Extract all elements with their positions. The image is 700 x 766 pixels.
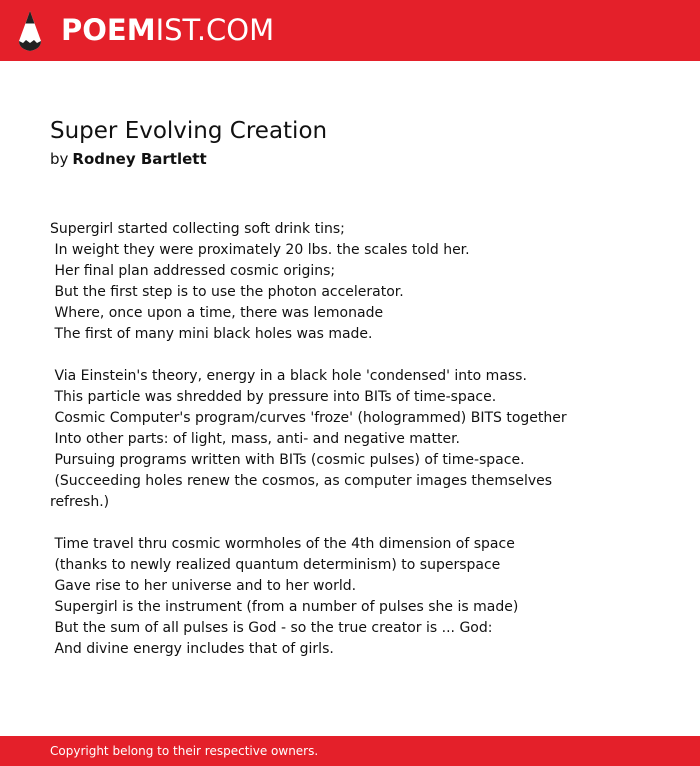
poem-line: In weight they were proximately 20 lbs. the scales told her. [50, 242, 470, 258]
poem-line: Time travel thru cosmic wormholes of the 4th dimension of space [50, 536, 515, 552]
by-label: by [50, 150, 69, 168]
poem-line: Cosmic Computer's program/curves 'froze' (hologrammed) BITS together [50, 410, 567, 426]
site-logo[interactable] [61, 12, 274, 48]
poem-line: This particle was shredded by pressure into BITs of time-space. [50, 389, 497, 405]
poem-line [50, 345, 650, 366]
poem-line: Her final plan addressed cosmic origins; [50, 263, 336, 279]
poem-line: (thanks to newly realized quantum determinism) to superspace [50, 557, 501, 573]
site-footer [0, 736, 700, 766]
poem-body [50, 219, 650, 660]
pencil-tip-icon[interactable] [17, 10, 43, 52]
poem-line: But the first step is to use the photon accelerator. [50, 284, 404, 300]
poem-line: Gave rise to her universe and to her world. [50, 578, 357, 594]
poem-line: Into other parts: of light, mass, anti- and negative matter. [50, 431, 460, 447]
poem-title: Super Evolving Creation [50, 118, 328, 144]
poem-line: But the sum of all pulses is God - so the true creator is ... God: [50, 620, 493, 636]
poem-line [50, 513, 650, 534]
copyright-text: Copyright belong to their respective owners. [50, 744, 319, 758]
byline [50, 148, 207, 170]
author-name: Rodney Bartlett [72, 150, 207, 168]
poem-line: refresh.) [50, 494, 110, 510]
poem-line: (Succeeding holes renew the cosmos, as computer images themselves [50, 473, 553, 489]
poem-line: Pursuing programs written with BITs (cosmic pulses) of time-space. [50, 452, 525, 468]
poem-line: Supergirl is the instrument (from a number of pulses she is made) [50, 599, 519, 615]
poem-line: Where, once upon a time, there was lemonade [50, 305, 384, 321]
site-header [0, 0, 700, 61]
poem-line: The first of many mini black holes was made. [50, 326, 373, 342]
poem-line: And divine energy includes that of girls. [50, 641, 334, 657]
poem-line: Supergirl started collecting soft drink tins; [50, 221, 345, 237]
logo-light-text: IST.COM [155, 13, 275, 47]
logo-bold-text: POEM [61, 13, 156, 47]
poem-line: Via Einstein's theory, energy in a black hole 'condensed' into mass. [50, 368, 527, 384]
